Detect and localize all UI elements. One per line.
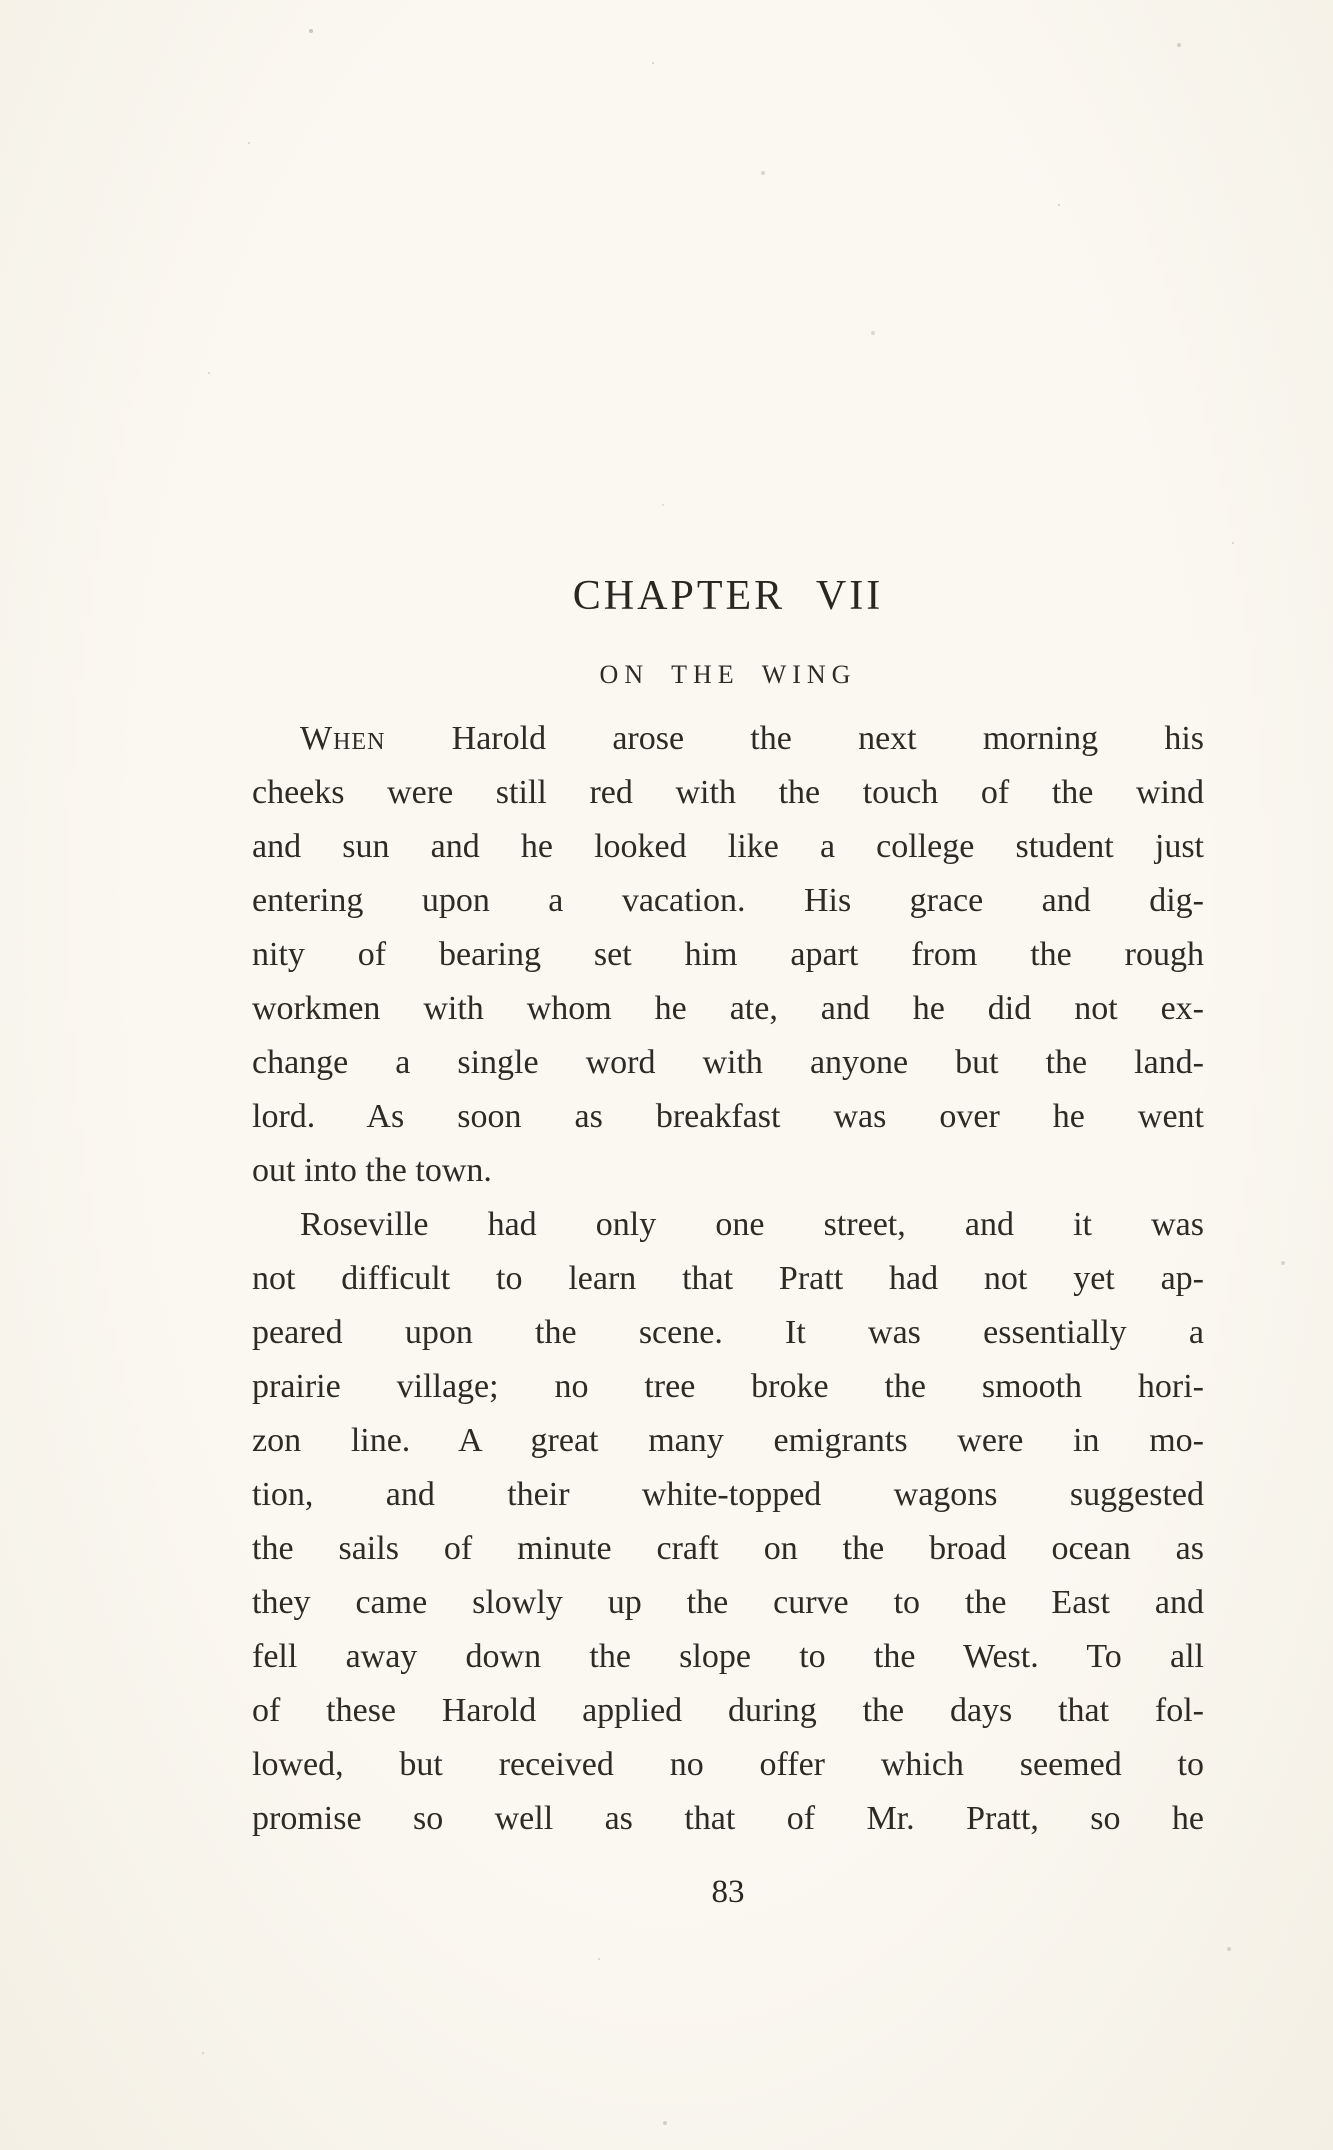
text-line: and sun and he looked like a college student just (252, 828, 1204, 865)
text-line: change a single word with anyone but the land- (252, 1044, 1204, 1081)
text-line: the sails of minute craft on the broad ocean as (252, 1530, 1204, 1567)
text-line: they came slowly up the curve to the East and (252, 1584, 1204, 1621)
text-line: cheeks were still red with the touch of the wind (252, 774, 1204, 811)
section-title: ON THE WING (599, 660, 857, 689)
text-line: Roseville had only one street, and it was (300, 1206, 1204, 1243)
text-line: peared upon the scene. It was essentially a (252, 1314, 1204, 1351)
body-text (252, 712, 1204, 1846)
text-line: prairie village; no tree broke the smooth hori- (252, 1368, 1204, 1405)
text-line: out into the town. (252, 1152, 492, 1189)
text-line: fell away down the slope to the West. To all (252, 1638, 1204, 1675)
text-line: entering upon a vacation. His grace and dig- (252, 882, 1204, 919)
text-line: tion, and their white-topped wagons suggested (252, 1476, 1204, 1513)
chapter-title: CHAPTER VII (572, 573, 884, 619)
paragraph (252, 712, 1204, 1198)
text-line: lowed, but received no offer which seemed to (252, 1746, 1204, 1783)
text-line: workmen with whom he ate, and he did not ex- (252, 990, 1204, 1027)
text-line: promise so well as that of Mr. Pratt, so he (252, 1800, 1204, 1837)
text-line: of these Harold applied during the days that fol- (252, 1692, 1204, 1729)
text-line: zon line. A great many emigrants were in mo- (252, 1422, 1204, 1459)
text-line: not difficult to learn that Pratt had not yet ap- (252, 1260, 1204, 1297)
text-line: When Harold arose the next morning his (300, 720, 1204, 757)
page-number: 83 (711, 1874, 745, 1910)
smallcaps-lead: When (300, 720, 386, 757)
paragraph (252, 1198, 1204, 1846)
text-line: lord. As soon as breakfast was over he went (252, 1098, 1204, 1135)
scan-speckles (0, 0, 2, 2)
text-line: nity of bearing set him apart from the rough (252, 936, 1204, 973)
